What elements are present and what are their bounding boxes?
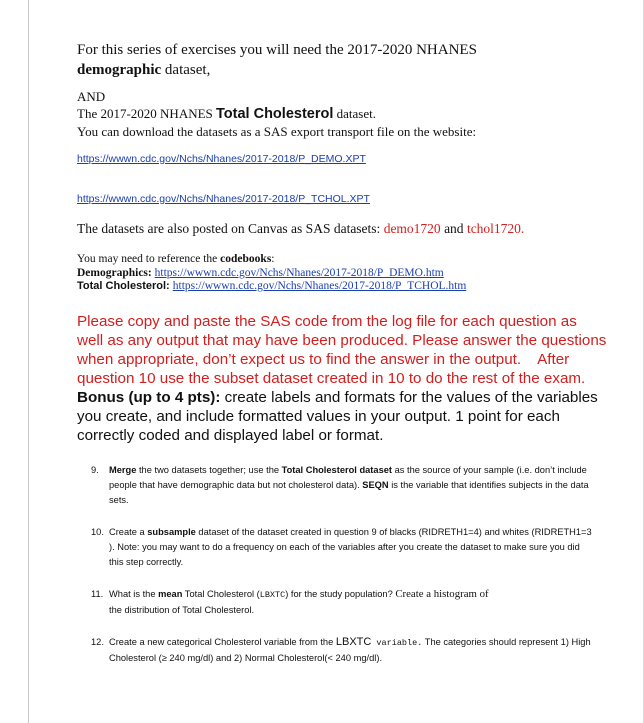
total-cholesterol-label: Total Cholesterol: — [77, 280, 173, 292]
question-body — [109, 587, 596, 618]
question-12 — [91, 635, 596, 666]
codebook-demo-line — [77, 267, 607, 281]
instructions-paragraph — [77, 312, 611, 445]
document-page — [28, 0, 644, 723]
question-body — [109, 525, 596, 570]
q9-bold-dataset: Total Cholesterol dataset — [281, 464, 393, 475]
intro-line-2-rest: dataset, — [161, 62, 211, 78]
question-10 — [91, 525, 596, 570]
download-urls — [77, 152, 607, 206]
question-number: 9. — [91, 464, 99, 475]
question-number: 12. — [91, 636, 104, 647]
lbxtc-code: LBXTC — [259, 589, 286, 600]
q11-text-a: What is the — [109, 588, 159, 599]
canvas-and: and — [440, 221, 467, 236]
dataset-tchol1720: tchol1720. — [466, 221, 525, 236]
question-number: 11. — [91, 588, 104, 599]
q10-text-2: dataset of the dataset created in question 9 of blacks (RIDRETH1=4) and whites (RIDRETH1=3 ). Note: you may want to do a frequency on each of the variables after you create the dataset to make sure you did this step correctly. — [109, 526, 592, 567]
codebook-tchol-line — [77, 280, 607, 294]
q11-text-g: the distribution of Total Cholesterol. — [109, 604, 255, 615]
intro-line-4 — [77, 105, 607, 123]
intro-line-4-a: The 2017-2020 NHANES — [77, 106, 217, 121]
and-text: AND — [77, 89, 106, 104]
bonus-label: Bonus (up to 4 pts): — [77, 388, 221, 406]
codebooks-intro-a: You may need to reference the — [77, 253, 221, 265]
q11-text-c: Total Cholesterol ( — [182, 588, 260, 599]
q12-text-d: The categories should represent 1) High Cholesterol (≥ 240 mg/dl) and 2) Normal Cholesterol(< 240 mg/dl). — [109, 636, 591, 663]
demo-codebook-link[interactable]: https://wwwn.cdc.gov/Nchs/Nhanes/2017-2018/P_DEMO.htm — [154, 266, 444, 279]
tchol-codebook-link[interactable]: https://wwwn.cdc.gov/Nchs/Nhanes/2017-2018/P_TCHOL.htm — [172, 280, 467, 292]
merge-bold: Merge — [109, 464, 137, 475]
question-body — [109, 463, 596, 508]
intro-paragraph — [77, 40, 607, 80]
q9-text-1: the two datasets together; use the — [136, 464, 282, 475]
mean-bold: mean — [158, 588, 183, 599]
q11-histogram-text: Create a histogram of — [395, 587, 489, 600]
intro-line-4-b: dataset. — [333, 106, 376, 121]
questions-list — [91, 463, 596, 666]
total-cholesterol-bold: Total Cholesterol — [216, 106, 334, 122]
document-content — [77, 40, 611, 683]
codebooks-intro — [77, 253, 607, 267]
dataset-demo1720: demo1720 — [383, 221, 441, 236]
subsample-bold: subsample — [147, 526, 196, 537]
tchol-xpt-link[interactable]: https://wwwn.cdc.gov/Nchs/Nhanes/2017-2018/P_TCHOL.XPT — [77, 193, 370, 205]
question-body — [109, 635, 596, 666]
question-11 — [91, 587, 596, 618]
canvas-datasets-line — [77, 221, 607, 237]
intro-line-1: For this series of exercises you will need the 2017-2020 NHANES — [77, 42, 477, 58]
q9-text-3: is the variable that identifies subjects in the data sets. — [109, 479, 589, 505]
variable-code: variable. — [371, 637, 423, 648]
q11-text-e: ) for the study population? — [285, 588, 396, 599]
intro-line-5: You can download the datasets as a SAS export transport file on the website: — [77, 124, 477, 139]
question-number: 10. — [91, 526, 104, 537]
canvas-text: The datasets are also posted on Canvas as SAS datasets: — [77, 221, 384, 236]
instructions-text: Please copy and paste the SAS code from the log file for each question as well as any output that may have been produced. Please answer the questions when appropriate, don’t expect us to find the answer in the output. After question 10 use the subset dataset created in 10 to do the rest of the exam. — [77, 312, 611, 387]
q9-text-2: as the source of your sample (i.e. don’t include people that have demographic data but not cholesterol data). — [109, 464, 587, 490]
codebooks-intro-b: : — [271, 253, 275, 265]
demo-xpt-link[interactable]: https://wwwn.cdc.gov/Nchs/Nhanes/2017-2018/P_DEMO.XPT — [77, 153, 366, 165]
bonus-text: create labels and formats for the values of the variables you create, and include formatted values in your output. 1 point for each correctly coded and displayed label or format. — [77, 388, 598, 444]
question-9 — [91, 463, 596, 508]
codebooks-bold: codebooks — [220, 253, 272, 265]
intro-and-block — [77, 88, 607, 140]
demographics-label: Demographics: — [77, 266, 155, 279]
intro-line-2 — [77, 60, 607, 80]
seqn-bold: SEQN — [362, 479, 389, 490]
codebooks-block — [77, 253, 607, 294]
q12-text-a: Create a new categorical Cholesterol variable from the — [109, 636, 336, 647]
q10-text-1: Create a — [109, 526, 148, 537]
demographic-bold: demographic — [77, 62, 162, 78]
lbxtc-label: LBXTC — [335, 635, 372, 648]
